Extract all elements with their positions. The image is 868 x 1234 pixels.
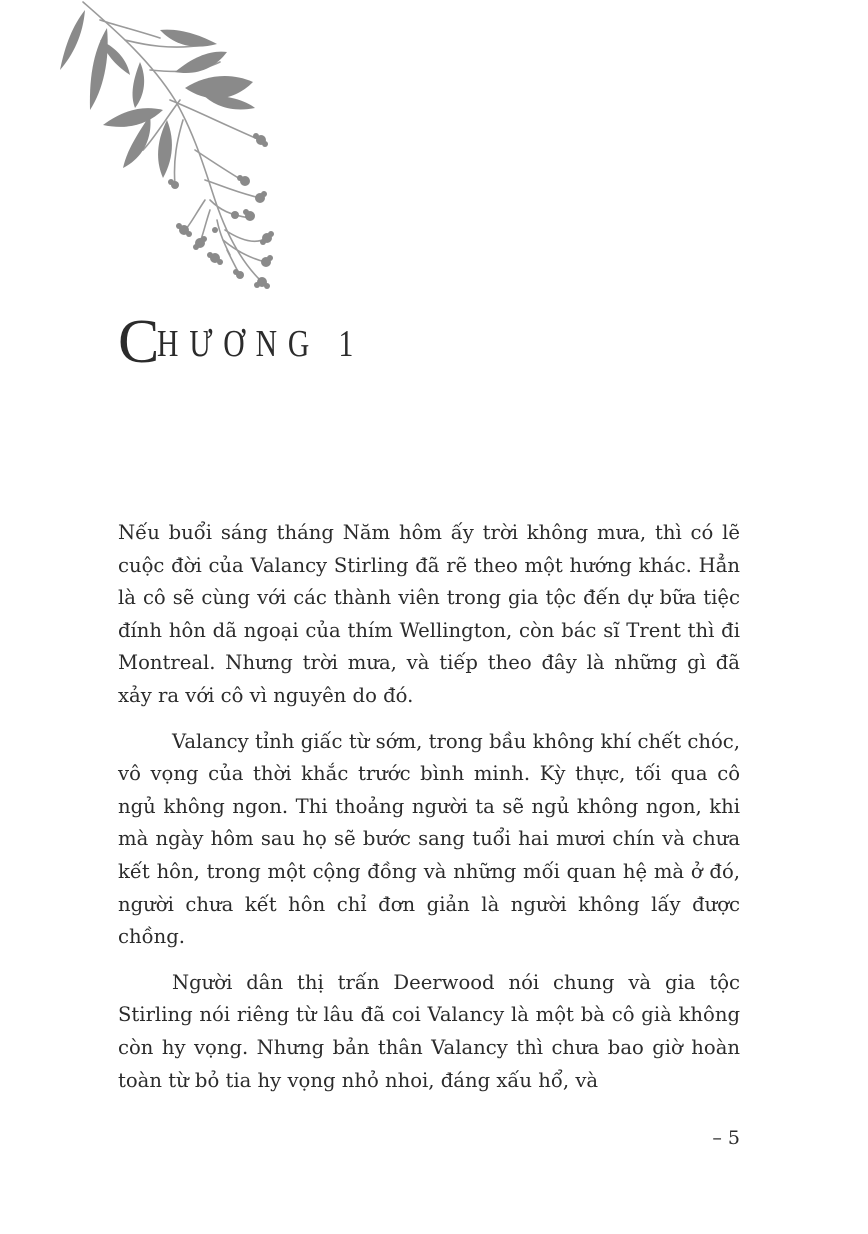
paragraph-2: Valancy tỉnh giấc từ sớm, trong bầu không khí chết chóc, vô vọng của thời khắc trước bình minh. Kỳ thực, tối qua cô ngủ không ngon. Thi thoảng người ta sẽ ngủ không ngon, khi mà ngày hôm sau họ sẽ bước sang tuổi hai mươi chín và chưa kết hôn, trong một cộng đồng và những mối quan hệ mà ở đó, người chưa kết hôn chỉ đơn giản là người không lấy được chồng. bbox=[118, 729, 740, 949]
chapter-heading bbox=[118, 308, 423, 376]
paragraph-1: Nếu buổi sáng tháng Năm hôm ấy trời không mưa, thì có lẽ cuộc đời của Valancy Stirling đã rẽ theo một hướng khác. Hẳn là cô sẽ cùng với các thành viên trong gia tộc đến dự bữa tiệc đính hôn dã ngoại của thím Wellington, còn bác sĩ Trent thì đi Montreal. Nhưng trời mưa, và tiếp theo đây là những gì đã xảy ra với cô vì nguyên do đó. bbox=[118, 521, 740, 707]
page-number: – 5 bbox=[712, 1127, 740, 1149]
paragraph-3: Người dân thị trấn Deerwood nói chung và gia tộc Stirling nói riêng từ lâu đã coi Valancy là một bà cô già không còn hy vọng. Nhưng bản thân Valancy thì chưa bao giờ hoàn toàn từ bỏ tia hy vọng nhỏ nhoi, đáng xấu hổ, và bbox=[118, 970, 740, 1092]
floral-ornament-icon bbox=[55, 0, 285, 295]
chapter-body bbox=[118, 517, 740, 1110]
chapter-initial: C bbox=[118, 308, 160, 376]
chapter-title: HƯƠNG 1 bbox=[157, 323, 365, 365]
